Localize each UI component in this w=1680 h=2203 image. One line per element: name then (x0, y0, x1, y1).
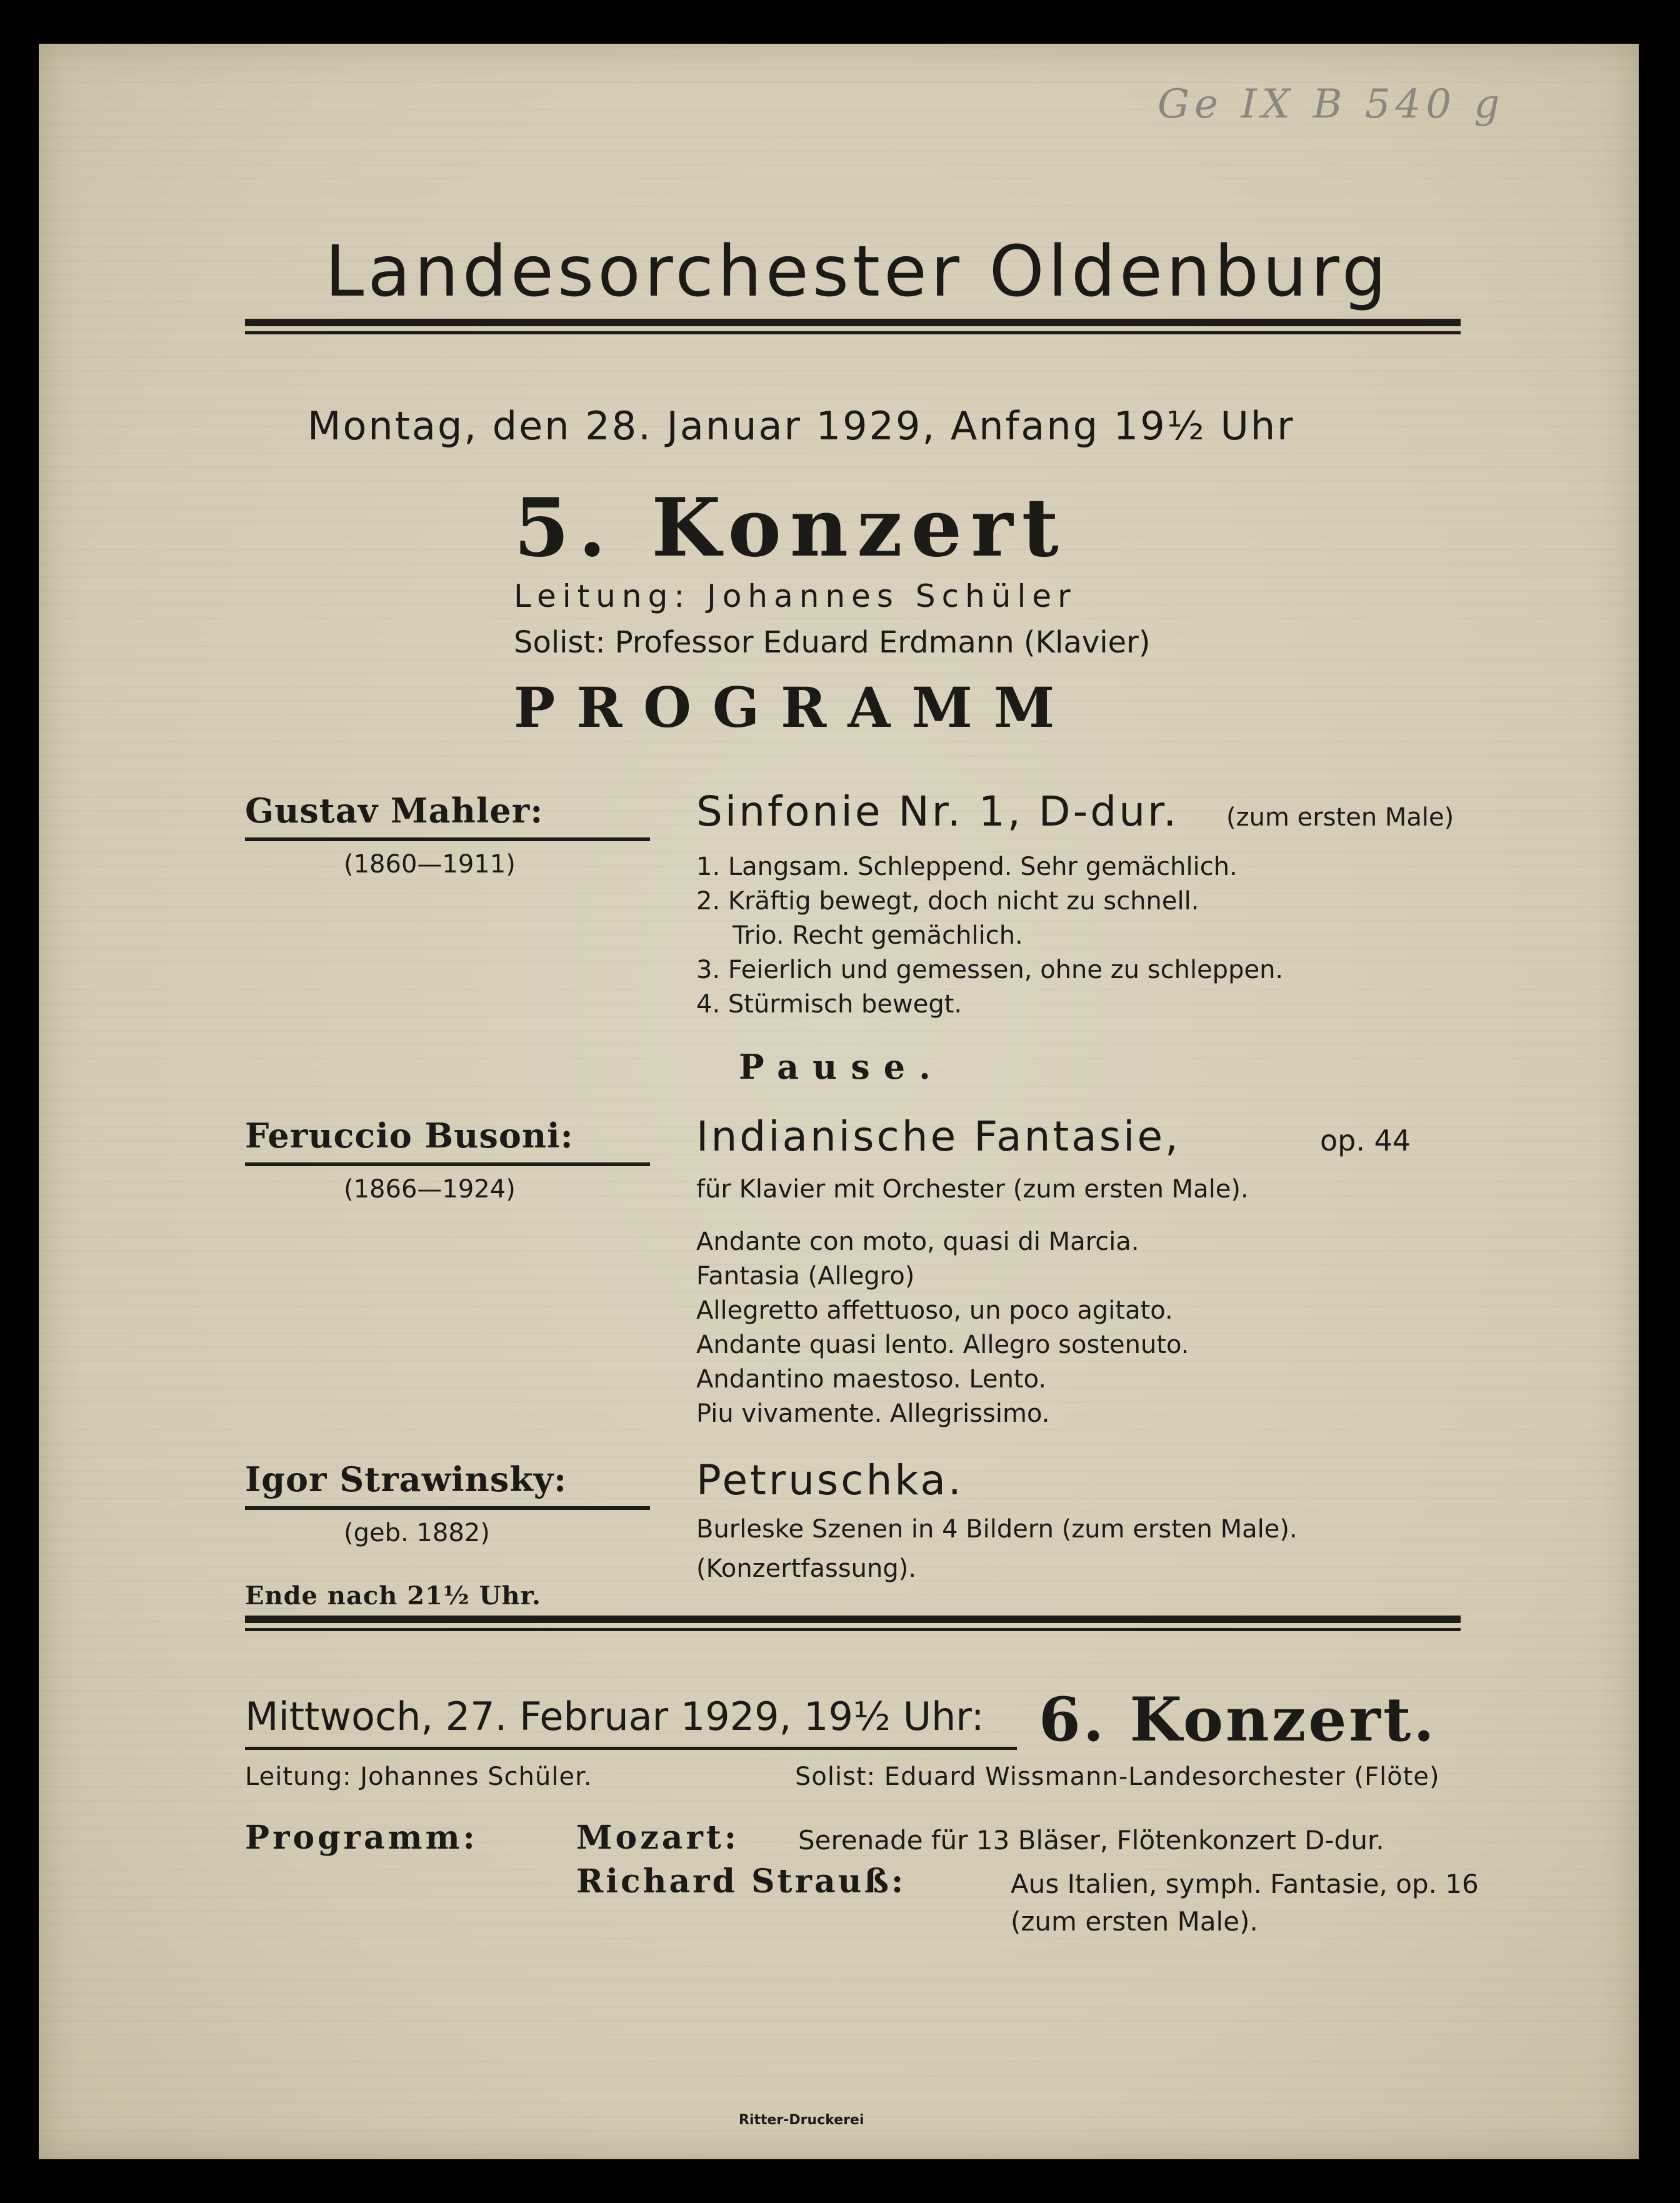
next-date-underline (245, 1747, 1017, 1750)
movement-line: 1. Langsam. Schleppend. Sehr gemächlich. (696, 852, 1238, 881)
next-strauss-text-1: Aus Italien, symph. Fantasie, op. 16 (1011, 1869, 1479, 1899)
next-strauss-text-2: (zum ersten Male). (1011, 1906, 1258, 1937)
concert-title: 5. Konzert (514, 481, 1068, 575)
soloist-line: Solist: Professor Eduard Erdmann (Klavier) (514, 625, 1151, 660)
next-conductor: Leitung: Johannes Schüler. (245, 1762, 592, 1791)
composer-underline (245, 837, 650, 841)
mahler-movements (696, 850, 1283, 1022)
title-rule-thick (245, 319, 1461, 326)
busoni-movements (696, 1225, 1189, 1431)
pause-label: Pause. (739, 1047, 944, 1087)
movement-line: Allegretto affettuoso, un poco agitato. (696, 1296, 1173, 1325)
strawinsky-dates: (geb. 1882) (344, 1519, 490, 1547)
movement-line: 4. Stürmisch bewegt. (696, 990, 962, 1019)
next-mozart-label: Mozart: (576, 1819, 740, 1857)
movement-line: 2. Kräftig bewegt, doch nicht zu schnell. (696, 887, 1199, 916)
movement-line: Andante quasi lento. Allegro sostenuto. (696, 1331, 1189, 1359)
next-mozart-text: Serenade für 13 Bläser, Flötenkonzert D-dur. (798, 1825, 1384, 1856)
movement-line: Andante con moto, quasi di Marcia. (696, 1227, 1139, 1256)
end-time-note: Ende nach 21½ Uhr. (245, 1581, 541, 1611)
movement-line: Andantino maestoso. Lento. (696, 1365, 1047, 1394)
concert-program-sheet (39, 44, 1639, 2159)
movement-line: 3. Feierlich und gemessen, ohne zu schleppen. (696, 956, 1284, 984)
next-soloist: Solist: Eduard Wissmann-Landesorchester (Flöte) (795, 1762, 1440, 1791)
next-strauss-label: Richard Strauß: (576, 1862, 906, 1901)
movement-line: Trio. Recht gemächlich. (732, 921, 1023, 950)
orchestra-title: Landesorchester Oldenburg (324, 231, 1391, 312)
mahler-dates: (1860—1911) (344, 850, 516, 879)
conductor-line: Leitung: Johannes Schüler (514, 578, 1077, 614)
strawinsky-work-title: Petruschka. (696, 1456, 964, 1504)
busoni-opus: op. 44 (1320, 1124, 1411, 1157)
section-rule-thin (245, 1628, 1461, 1631)
composer-mahler: Gustav Mahler: (245, 791, 544, 831)
strawinsky-details (696, 1512, 1298, 1586)
section-rule-thick (245, 1616, 1461, 1623)
detail-line: (Konzertfassung). (696, 1554, 917, 1583)
busoni-work-title: Indianische Fantasie, (696, 1112, 1181, 1161)
composer-strawinsky: Igor Strawinsky: (245, 1459, 568, 1499)
next-concert-title: 6. Konzert. (1039, 1684, 1437, 1755)
title-rule-thin (245, 331, 1461, 334)
mahler-work-note: (zum ersten Male) (1226, 803, 1454, 832)
concert-date-line: Montag, den 28. Januar 1929, Anfang 19½ Uhr (308, 403, 1295, 449)
mahler-work-title: Sinfonie Nr. 1, D-dur. (696, 787, 1179, 836)
detail-line: Burleske Szenen in 4 Bildern (zum ersten Male). (696, 1515, 1298, 1544)
busoni-subtitle: für Klavier mit Orchester (zum ersten Male). (696, 1175, 1249, 1204)
archive-shelf-mark: Ge IX B 540 g (1158, 81, 1505, 127)
busoni-dates: (1866—1924) (344, 1175, 516, 1204)
composer-busoni: Feruccio Busoni: (245, 1116, 574, 1156)
printer-imprint: Ritter-Druckerei (739, 2112, 864, 2128)
movement-line: Fantasia (Allegro) (696, 1262, 915, 1291)
movement-line: Piu vivamente. Allegrissimo. (696, 1399, 1050, 1428)
composer-underline (245, 1506, 650, 1510)
programm-heading: PROGRAMM (514, 675, 1076, 740)
composer-underline (245, 1162, 650, 1166)
next-concert-date: Mittwoch, 27. Februar 1929, 19½ Uhr: (245, 1694, 984, 1739)
next-program-label: Programm: (245, 1819, 478, 1857)
